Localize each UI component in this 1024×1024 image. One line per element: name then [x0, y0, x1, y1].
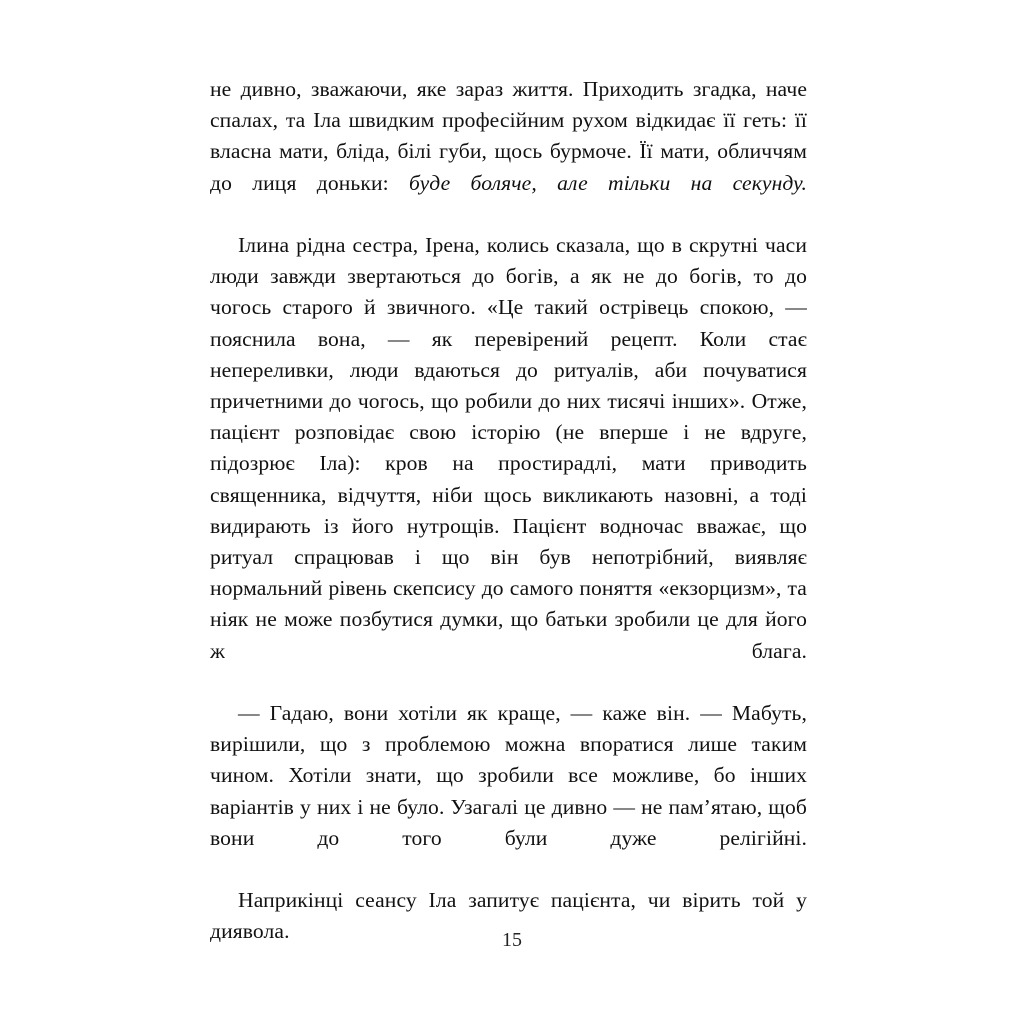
paragraph-2: Ілина рідна сестра, Ірена, колись сказала, що в скрутні часи люди завжди звертаються до богів, а як не до богів, то до чогось старого й звичного. «Це такий острівець спокою, — пояснила вона, — як перевірений рецепт. Коли стає непереливки, люди вдаються до ритуалів, аби почуватися причетними до чогось, що робили до них тисячі інших». Отже, пацієнт розповідає свою історію (не вперше і не вдруге, підозрює Іла): кров на простирадлі, мати приводить священника, відчуття, ніби щось викликають назовні, а тоді видирають із його нутрощів. Пацієнт водночас вважає, що ритуал спрацював і що він був непотрібний, виявляє нормальний рівень скепсису до самого поняття «екзорцизм», та ніяк не може позбутися думки, що батьки зробили це для його ж блага. [210, 233, 807, 663]
paragraph-3: — Гадаю, вони хотіли як краще, — каже він. — Мабуть, вирішили, що з проблемою можна впоратися лише таким чином. Хотіли знати, що зробили все можливе, бо інших варіантів у них і не було. Узагалі це дивно — не пам’ятаю, щоб вони до того були дуже релігійні. [210, 701, 807, 850]
paragraph-1-roman-text: не дивно, зважаючи, яке зараз життя. Приходить згадка, наче спалах, та Іла швидким професійним рухом відкидає її геть: її власна мати, бліда, білі губи, щось бурмоче. Її мати, обличчям до лиця доньки: [210, 77, 807, 195]
body-text-column [210, 74, 807, 979]
paragraph-1 [210, 74, 807, 230]
paragraph-4: Наприкінці сеансу Іла запитує пацієнта, чи вірить той у диявола. [210, 888, 807, 944]
page-number: 15 [502, 929, 522, 951]
paragraph-1-italic-text: буде боляче, але тільки на секунду. [409, 170, 807, 195]
